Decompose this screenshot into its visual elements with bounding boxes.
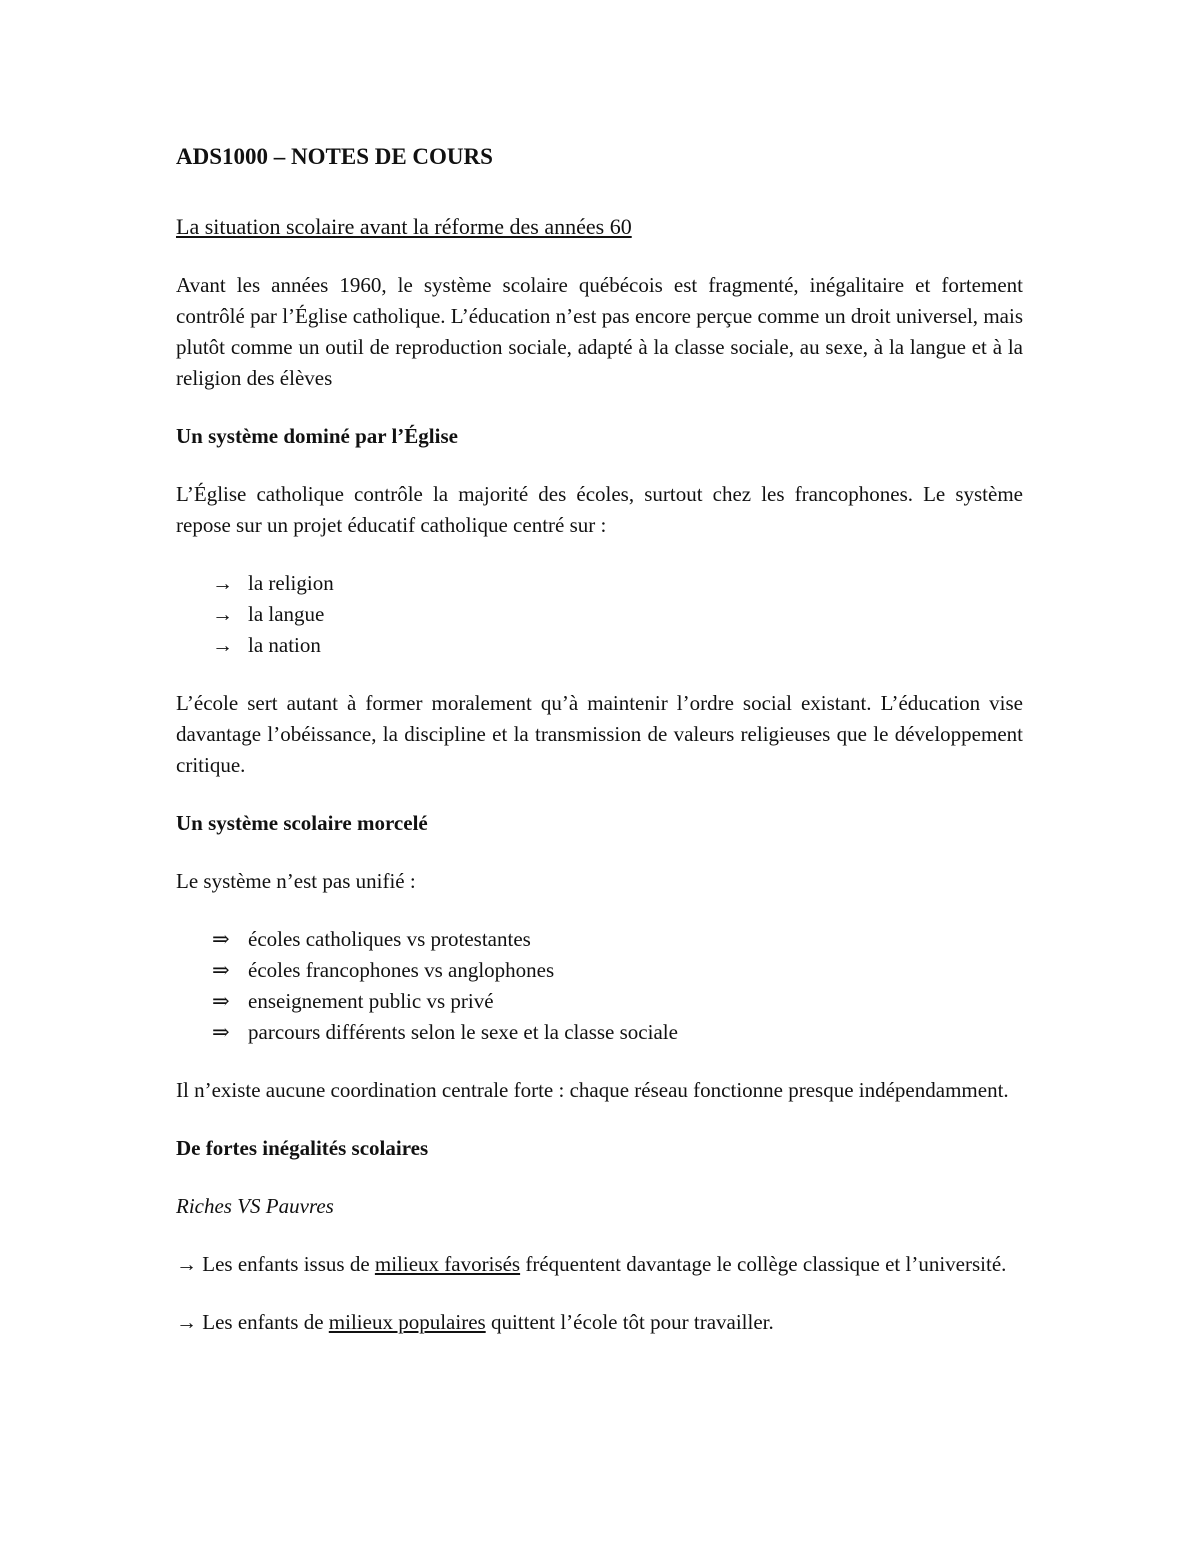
list-item-text: la religion: [248, 571, 334, 595]
list-item: [212, 986, 1023, 1017]
list-item: [212, 924, 1023, 955]
list-item: [212, 599, 1023, 630]
populaires-paragraph: [176, 1307, 1023, 1338]
double-arrow-icon: ⇒: [212, 927, 230, 951]
list-item: [212, 630, 1023, 661]
section-heading-morcele: Un système scolaire morcelé: [176, 811, 428, 835]
arrow-icon: →: [212, 633, 233, 657]
morcele-paragraph: Le système n’est pas unifié :: [176, 869, 416, 893]
populaires-suffix: quittent l’école tôt pour travailler.: [485, 1310, 774, 1334]
list-item-text: écoles francophones vs anglophones: [248, 958, 555, 982]
arrow-icon: →: [212, 602, 233, 626]
riches-pauvres-subheading: Riches VS Pauvres: [176, 1194, 334, 1218]
list-item: [212, 955, 1023, 986]
eglise-paragraph: L’Église catholique contrôle la majorité des écoles, surtout chez les francophones. Le système repose sur un projet éducatif catholique centré sur :: [176, 482, 1023, 537]
section-heading-inegalites: De fortes inégalités scolaires: [176, 1136, 429, 1160]
morcele-list: [176, 924, 1023, 1048]
list-item-text: la langue: [248, 602, 325, 626]
section-heading-eglise: Un système dominé par l’Église: [176, 424, 458, 448]
list-item-text: la nation: [248, 633, 321, 657]
double-arrow-icon: ⇒: [212, 958, 230, 982]
coordination-paragraph: Il n’existe aucune coordination centrale forte : chaque réseau fonctionne presque indépendamment.: [176, 1078, 1009, 1102]
list-item-text: écoles catholiques vs protestantes: [248, 927, 531, 951]
populaires-prefix: → Les enfants de: [176, 1310, 329, 1334]
favorises-paragraph: [176, 1249, 1023, 1280]
document-page: [176, 140, 1023, 1365]
eglise-list: [176, 568, 1023, 661]
arrow-icon: →: [212, 571, 233, 595]
favorises-suffix: fréquentent davantage le collège classique et l’université.: [520, 1252, 1007, 1276]
intro-paragraph: Avant les années 1960, le système scolaire québécois est fragmenté, inégalitaire et fortement contrôlé par l’Église catholique. L’éducation n’est pas encore perçue comme un droit universel, mais plutôt comme un outil de reproduction sociale, adapté à la classe sociale, au sexe, à la langue et à la religion des élèves: [176, 273, 1023, 390]
list-item-text: parcours différents selon le sexe et la classe sociale: [248, 1020, 678, 1044]
ecole-paragraph: L’école sert autant à former moralement qu’à maintenir l’ordre social existant. L’éducation vise davantage l’obéissance, la discipline et la transmission de valeurs religieuses que le développement critique.: [176, 691, 1023, 777]
list-item: [212, 1017, 1023, 1048]
double-arrow-icon: ⇒: [212, 989, 230, 1013]
double-arrow-icon: ⇒: [212, 1020, 230, 1044]
list-item: [212, 568, 1023, 599]
section-subtitle: La situation scolaire avant la réforme des années 60: [176, 214, 632, 239]
list-item-text: enseignement public vs privé: [248, 989, 494, 1013]
document-title: ADS1000 – NOTES DE COURS: [176, 144, 493, 169]
favorises-prefix: → Les enfants issus de: [176, 1252, 375, 1276]
populaires-underlined: milieux populaires: [328, 1310, 486, 1334]
favorises-underlined: milieux favorisés: [374, 1252, 521, 1276]
